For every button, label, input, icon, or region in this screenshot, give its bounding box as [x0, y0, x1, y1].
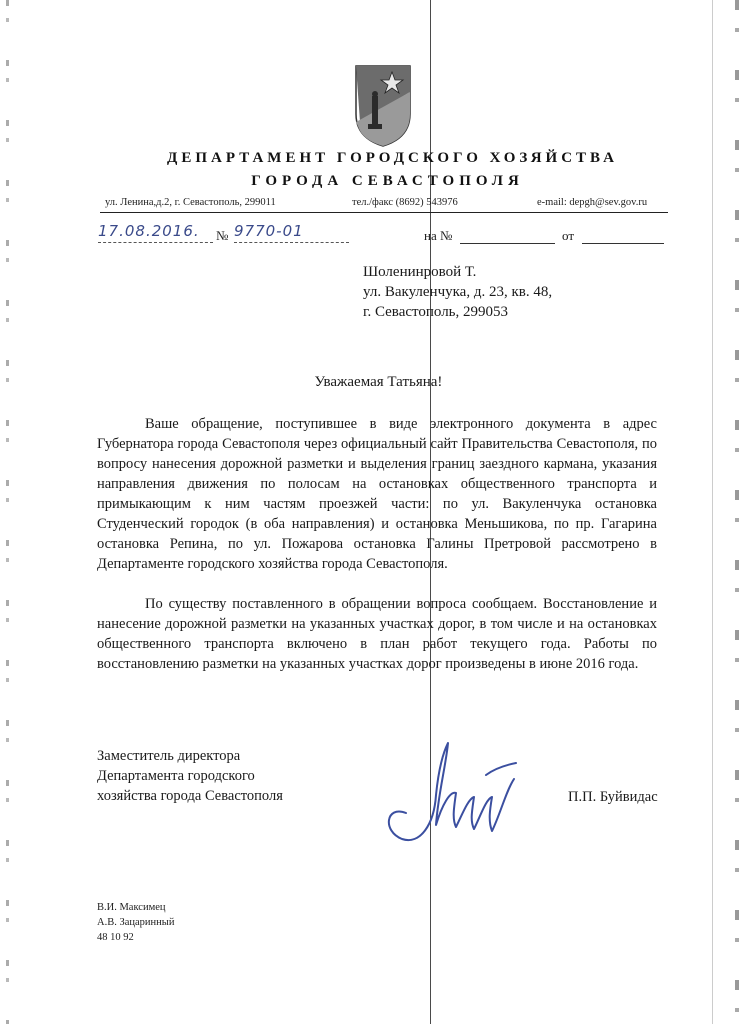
handwritten-signature — [376, 735, 526, 855]
org-address: ул. Ленина,д.2, г. Севастополь, 299011 — [105, 197, 276, 208]
reply-date-label: от — [562, 228, 575, 243]
organization-name: ДЕПАРТАМЕНТ ГОРОДСКОГО ХОЗЯЙСТВА — [167, 150, 618, 166]
executor-phone: 48 10 92 — [97, 932, 134, 943]
org-email: e-mail: depgh@sev.gov.ru — [537, 197, 648, 208]
salutation: Уважаемая Татьяна! — [314, 374, 443, 390]
reply-date-blank — [582, 243, 664, 244]
registration-date: 17.08.2016. — [98, 222, 213, 243]
addressee-city: г. Севастополь, 299053 — [363, 304, 509, 320]
registration-number: 9770-01 — [234, 222, 349, 243]
body-paragraph-1: Ваше обращение, поступившее в виде электронного документа в адрес Губернатора города Севастополя через официальный сайт Правительства Севастополя, по вопросу нанесения дорожной разметки и выделения границ заездного кармана, указания направления движения по полосам на остановках общественного транспорта и примыкающим к ним частям проезжей части: по ул. Вакуленчука остановка Студенческий городок (в оба направления) и остановка Меньшикова, по пр. Гагарина остановка Репина, по ул. Пожарова остановка Галины Претровой рассмотрено в Департаменте городского хозяйства города Севастополя. — [97, 416, 657, 572]
addressee-name: Шоленинровой Т. — [363, 264, 477, 280]
header-divider — [100, 212, 668, 213]
body-paragraph-2: По существу поставленного в обращении вопроса сообщаем. Восстановление и нанесение дорожной разметки на указанных участках дорог, в том числе и на остановках общественного транспорта включено в план работ текущего года. Работы по восстановлению разметки на указанных участках дорог произведены в июне 2016 года. — [97, 596, 657, 672]
signer-title-line-3: хозяйства города Севастополя — [97, 788, 283, 804]
reply-to-label: на № — [424, 228, 453, 243]
addressee-street: ул. Вакуленчука, д. 23, кв. 48, — [363, 284, 553, 300]
reply-to-blank — [460, 243, 555, 244]
organization-city: ГОРОДА СЕВАСТОПОЛЯ — [251, 173, 524, 189]
signer-name: П.П. Буйвидас — [568, 789, 658, 805]
registration-number-label: № — [216, 228, 229, 243]
scan-artifact-left — [6, 0, 9, 1024]
sevastopol-coat-of-arms-icon — [352, 62, 414, 148]
executor-name-2: А.В. Зацаринный — [97, 917, 175, 928]
org-phone: тел./факс (8692) 543976 — [352, 197, 458, 208]
signer-title-line-2: Департамента городского — [97, 768, 255, 784]
executor-name-1: В.И. Максимец — [97, 902, 166, 913]
signer-title-line-1: Заместитель директора — [97, 748, 241, 764]
